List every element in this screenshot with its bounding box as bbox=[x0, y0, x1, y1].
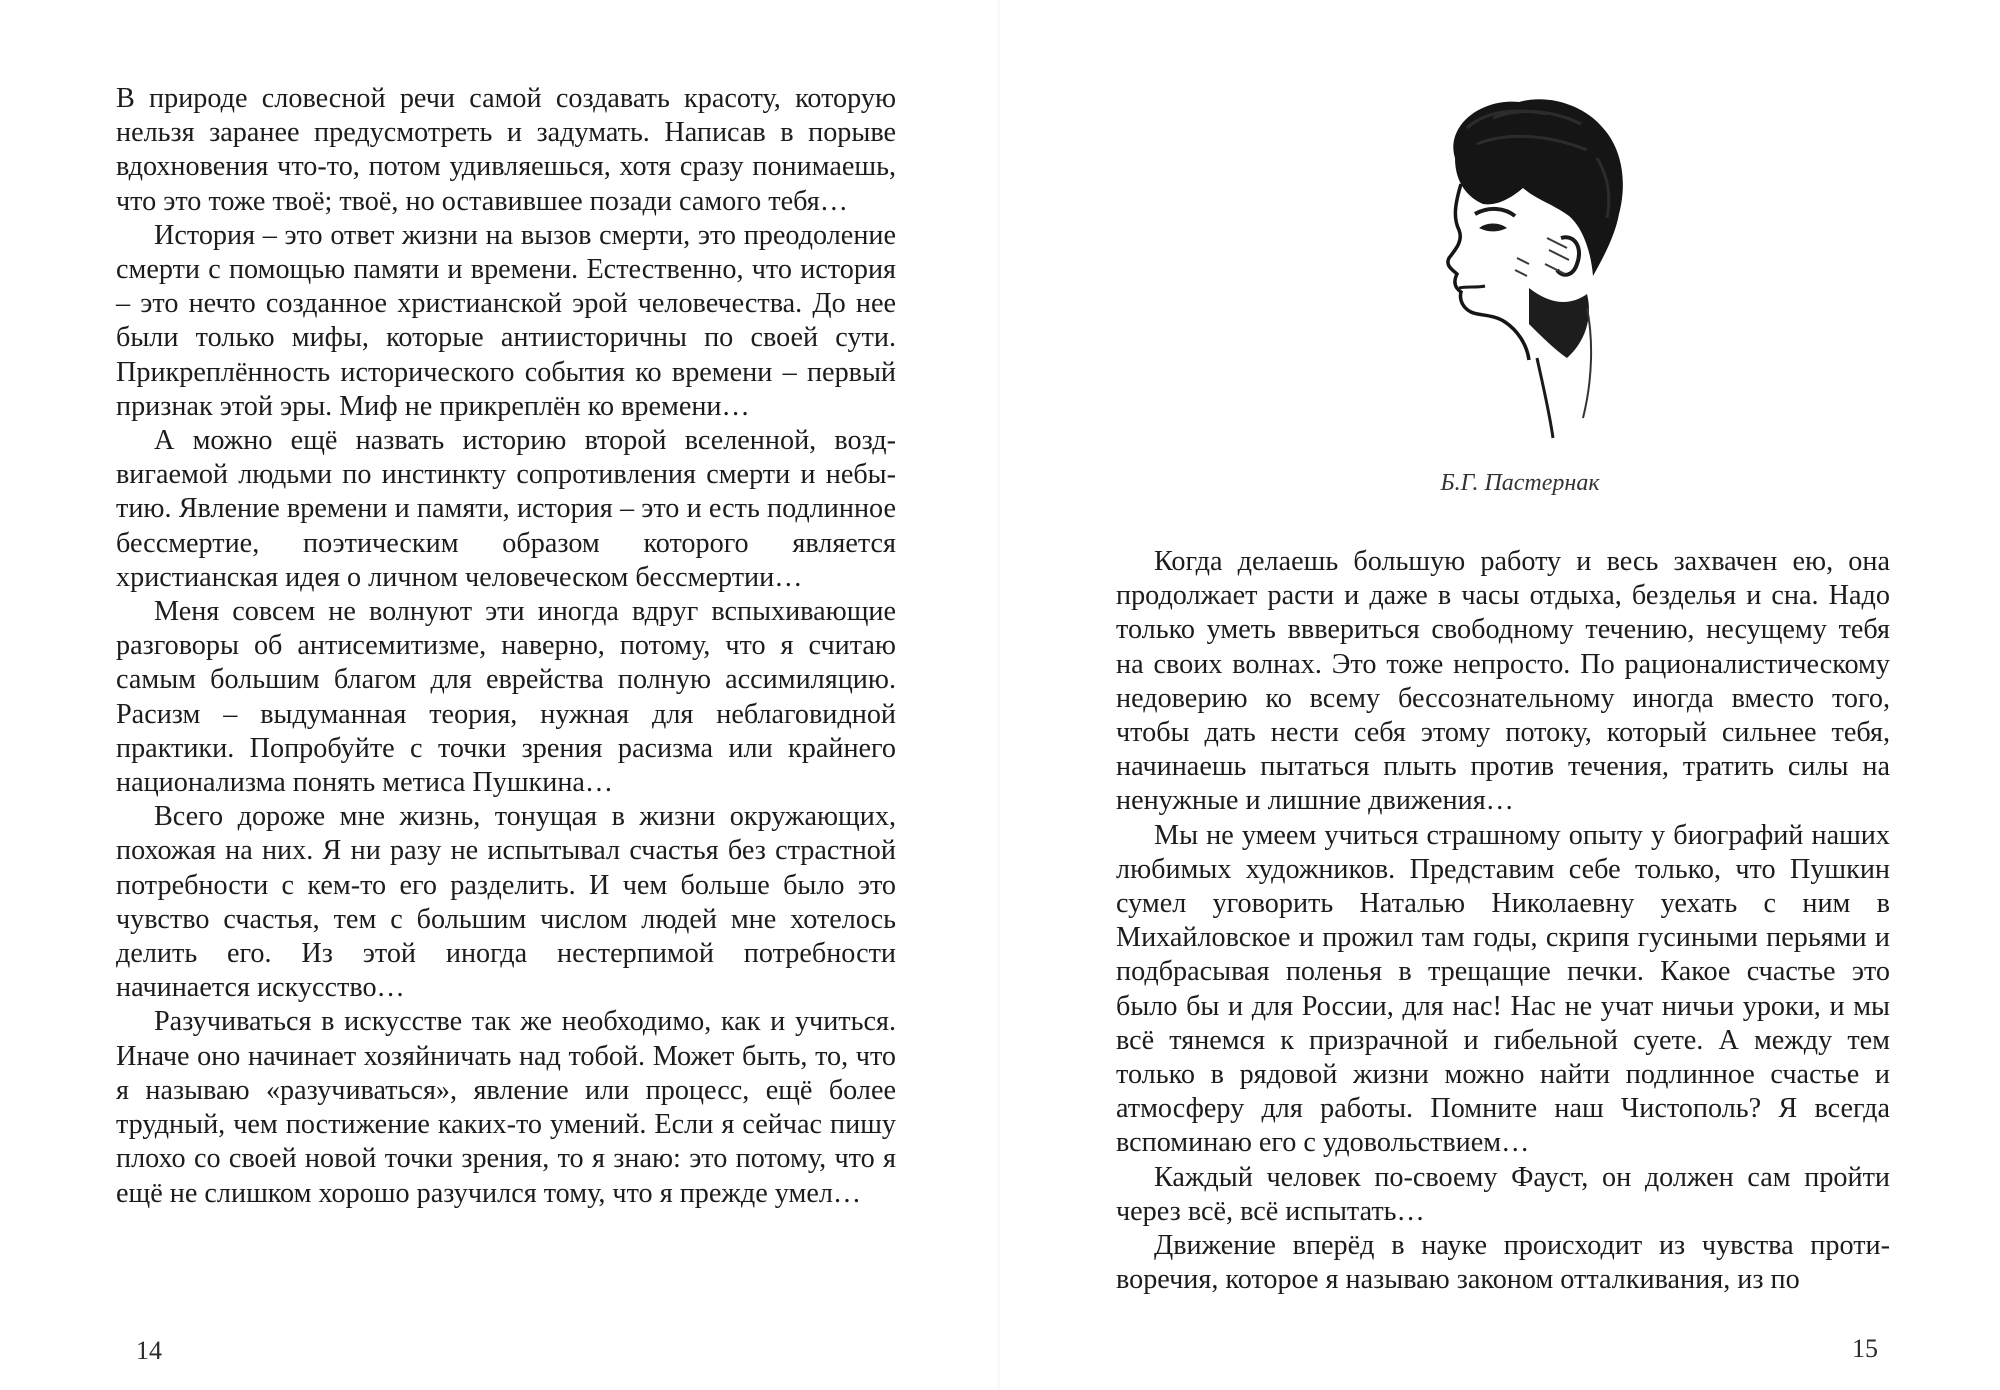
paragraph: Каждый человек по-своему Фауст, он должен сам пройти через всё, всё испытать… bbox=[1116, 1161, 1890, 1227]
page-number-right: 15 bbox=[1852, 1334, 1878, 1363]
paragraph: Мы не умеем учиться страшному опыту у биографий наших любимых художников. Представим себе только, что Пушкин сумел уговорить Наталью Николаевну уехать с ним в Михайловское и прожил там годы, скрипя гусиными перьями и подбрасывая поленья в трещащие печки. Какое счастье это было бы и для России, для нас! Нас не учат ничьи уроки, и мы всё тянемся к призрачной и гибельной суете. А между тем только в рядовой жизни можно найти подлинное счастье и атмосферу для работы. Помните наш Чистополь? Я всегда вспоминаю его с удовольствием… bbox=[1116, 819, 1890, 1159]
right-page-text bbox=[1116, 545, 1890, 1297]
paragraph: История – это ответ жизни на вызов смерти, это преодоление смерти с помощью памяти и времени. Естественно, что история – это нечто созданное христианской эрой человечества. До нее были только мифы, которые антиисторичны по своей сути. Прикреплённость исторического события ко времени – первый признак этой эры. Миф не прикреплён ко времени… bbox=[116, 219, 896, 422]
right-page bbox=[1000, 0, 2000, 1390]
paragraph: Когда делаешь большую работу и весь захвачен ею, она продолжает расти и даже в часы отдыха, безделья и сна. Надо только уметь вввериться свободному течению, несущему тебя на своих волнах. Это тоже непросто. По рационалистическому недоверию ко всему бессознательному иногда вместо того, чтобы дать нести себя этому потоку, который сильнее тебя, начинаешь пытаться плыть против течения, тратить силы на ненужные и лишние движения… bbox=[1116, 546, 1890, 817]
portrait-sketch bbox=[1397, 88, 1657, 448]
paragraph: В природе словесной речи самой создавать красоту, которую нельзя заранее предусмотреть и задумать. Написав в порыве вдохновения что-то, потом удивляешься, хотя сразу понимаешь, что это тоже твоё; твоё, но оставившее позади самого тебя… bbox=[116, 83, 896, 217]
portrait-hair bbox=[1453, 99, 1623, 276]
paragraph: Меня совсем не волнуют эти иногда вдруг вспыхивающие разговоры об антисемитизме, наверно, потому, что я считаю самым большим благом для еврейства полную ассимиляцию. Расизм – выдуманная теория, нужная для неблаговидной практики. Попробуйте с точки зрения расизма или крайнего национализма понять метиса Пушкина… bbox=[116, 596, 896, 799]
portrait-hatching bbox=[1515, 238, 1569, 276]
paragraph: А можно ещё назвать историю второй вселенной, воздвигаемой людьми по инстинкту сопротивления смерти и небытию. Явление времени и памяти, история – это и есть подлинное бессмертие, поэтическим образом которого является христианская идея о личном человеческом бессмертии… bbox=[116, 425, 896, 593]
portrait-jaw-shadow bbox=[1529, 288, 1589, 358]
portrait-caption: Б.Г. Пастернак bbox=[1440, 470, 1600, 496]
paragraph: Разучиваться в искусстве так же необходимо, как и учиться. Иначе оно начинает хозяйничать над тобой. Может быть, то, что я называю «разучиваться», явление или процесс, ещё более трудный, чем постижение каких-то умений. Если я сейчас пишу плохо со своей новой точки зрения, то я знаю: это потому, что я ещё не слишком хорошо разучился тому, что я прежде умел… bbox=[116, 1006, 896, 1209]
portrait-mouth bbox=[1459, 286, 1485, 288]
paragraph: Движение вперёд в науке происходит из чувства противоречия, которое я называю законом отталкивания, из по bbox=[1116, 1230, 1890, 1296]
left-page-text bbox=[116, 82, 896, 1211]
portrait-neck bbox=[1537, 358, 1553, 438]
paragraph: Всего дороже мне жизнь, тонущая в жизни окружающих, похожая на них. Я ни разу не испытывал счастья без страстной потребности с кем-то его разделить. И чем больше было это чувство счастья, тем с большим числом людей мне хотелось делить его. Из этой иногда нестерпимой потребности начинается искусство… bbox=[116, 801, 896, 1004]
portrait-brow bbox=[1475, 209, 1515, 216]
portrait-eye bbox=[1479, 224, 1507, 232]
page-number-left: 14 bbox=[136, 1336, 162, 1365]
